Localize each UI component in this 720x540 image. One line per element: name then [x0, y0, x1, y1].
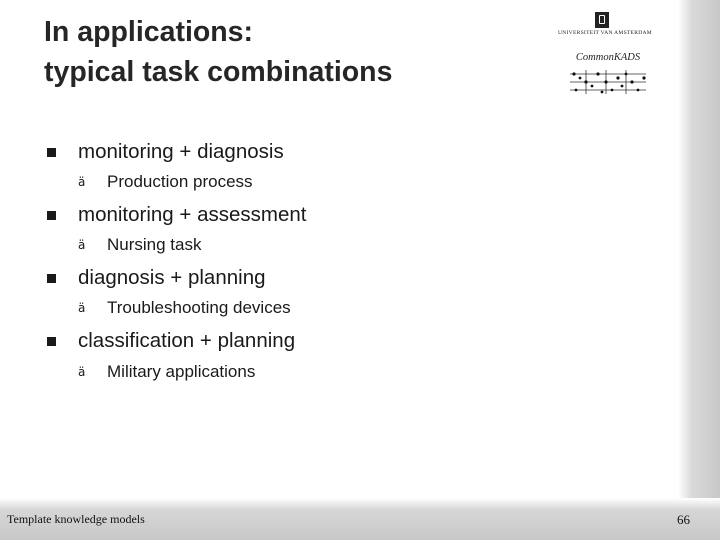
- sub-list-item: Troubleshooting devices: [107, 298, 291, 317]
- university-logo: [558, 12, 652, 42]
- arrow-bullet-icon: ä: [78, 365, 86, 379]
- page-number: 66: [677, 512, 690, 527]
- list-item: diagnosis + planning: [78, 266, 266, 289]
- square-bullet-icon: [47, 211, 56, 220]
- square-bullet-icon: [47, 274, 56, 283]
- arrow-bullet-icon: ä: [78, 301, 86, 315]
- sub-list-item: Military applications: [107, 362, 256, 381]
- arrow-bullet-icon: ä: [78, 238, 86, 252]
- square-bullet-icon: [47, 337, 56, 346]
- title-line-2: typical task combinations: [44, 56, 393, 88]
- footer-title: Template knowledge models: [7, 512, 145, 526]
- list-item: monitoring + assessment: [78, 203, 307, 226]
- square-bullet-icon: [47, 148, 56, 157]
- title-line-1: In applications:: [44, 16, 254, 48]
- commonkads-grid-icon: [566, 66, 650, 96]
- slide-title: [44, 12, 504, 92]
- right-shadow-band: [678, 0, 720, 540]
- commonkads-logo: [566, 52, 650, 100]
- university-name: UNIVERSITEIT VAN AMSTERDAM: [558, 30, 652, 36]
- list-item: classification + planning: [78, 329, 296, 352]
- commonkads-wordmark: CommonKADS: [575, 52, 641, 63]
- sub-list-item: Nursing task: [107, 235, 202, 254]
- sub-list-item: Production process: [107, 172, 253, 191]
- crest-icon: [595, 12, 609, 28]
- arrow-bullet-icon: ä: [78, 175, 86, 189]
- list-item: monitoring + diagnosis: [78, 140, 284, 163]
